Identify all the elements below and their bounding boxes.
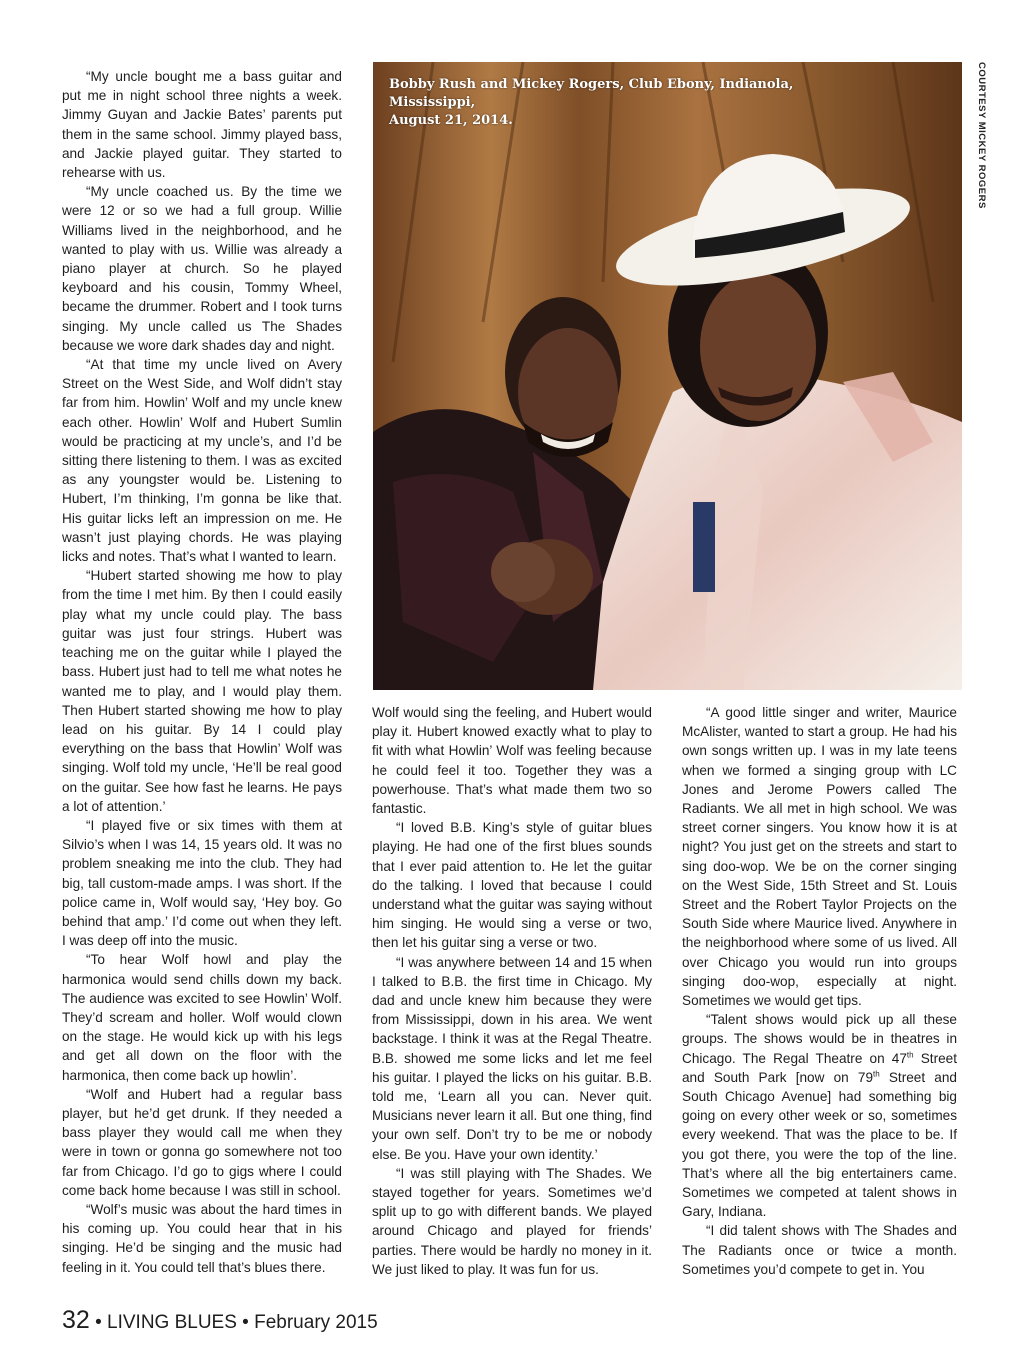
paragraph: “My uncle bought me a bass guitar and put me in night school three nights a week. Jimmy Guyan and Jackie Bates’ parents put them in the same school. Jimmy played bass, and Jackie played guitar. They started to rehearse with us. bbox=[62, 69, 342, 181]
paragraph: “A good little singer and writer, Maurice McAlister, wanted to start a group. He had his own songs written up. I was in my late teens when we formed a singing group with LC Jones and Jerome Powers called The Radiants. We all met in high school. We was street corner singers. You know how it is at night? You just get on the streets and start to sing doo-wop. We be on the corner singing on the West Side, 15th Street and St. Louis Street and the Robert Taylor Projects on the South Side where Maurice lived. Anywhere in the neighborhood where some of us lived. All over Chicago you would run into groups singing doo-wop, especially at night. Sometimes we would get tips. bbox=[682, 705, 957, 1009]
paragraph: “My uncle coached us. By the time we were 12 or so we had a full group. Willie Williams lived in the neighborhood, and he wanted to play with us. Willie was already a piano player at church. So he played keyboard and his cousin, Tommy Wheel, became the drummer. Robert and I took turns singing. My uncle called us The Shades because we wore dark shades day and night. bbox=[62, 184, 342, 353]
photo-illustration bbox=[373, 62, 962, 690]
paragraph: “I was anywhere between 14 and 15 when I talked to B.B. the first time in Chicago. My dad and uncle knew him because they were from Mississippi, down in his area. We went backstage. I think it was at the Regal Theatre. B.B. showed me some licks and let me feel his guitar. I played the licks on his guitar. B.B. told me, ‘Learn all you can. Never quit. Musicians never learn it all. But one thing, find your own self. Don’t try to be me or nobody else. Be you. Have your own identity.’ bbox=[372, 954, 652, 1162]
paragraph: “I loved B.B. King’s style of guitar blues playing. He had one of the first blues sounds that I ever paid attention to. He let the guitar do the talking. I loved that because I could understand what the guitar was saying without him singing. He would sing a verse or two, then let his guitar sing a verse or two. bbox=[372, 820, 652, 951]
page-footer bbox=[62, 1306, 378, 1335]
text-run: Street and South Chicago Avenue] had something big going on every other week or so, sometimes every weekend. That was the place to be. If you got there, you were the top of the line. That’s where all the big entertainers came. Sometimes we competed at talent shows in Gary, Indiana. bbox=[682, 1069, 957, 1220]
article-column-1 bbox=[62, 67, 342, 1277]
article-column-3 bbox=[682, 703, 957, 1279]
article-column-2 bbox=[372, 703, 652, 1279]
photo-caption bbox=[389, 76, 869, 130]
paragraph bbox=[682, 1010, 957, 1221]
paragraph: “Wolf and Hubert had a regular bass player, but he’d get drunk. If they needed a bass player they would call me when they were in town or gonna go somewhere not too far from Chicago. I’d go to gigs where I could come back home because I was still in school. bbox=[62, 1086, 342, 1198]
article-photo bbox=[373, 62, 962, 690]
text-run: “Talent shows would pick up all these groups. The shows would be in theatres in Chicago. The Regal Theatre on 47 bbox=[682, 1012, 957, 1066]
paragraph: “Wolf’s music was about the hard times in his coming up. You could hear that in his singing. He’d be singing and the music had feeling in it. You could tell that’s blues there. bbox=[62, 1201, 342, 1275]
paragraph: “To hear Wolf howl and play the harmonica would send chills down my back. The audience was excited to see Howlin’ Wolf. They’d scream and holler. Wolf would clown on the stage. He would kick up with his legs and get all down on the floor with the harmonica, then come back up howlin’. bbox=[62, 952, 342, 1083]
superscript: th bbox=[873, 1069, 880, 1079]
superscript: th bbox=[906, 1050, 914, 1060]
photo-credit-text: COURTESY MICKEY ROGERS bbox=[976, 62, 987, 209]
text-run: Street and South Park [now on 79 bbox=[682, 1050, 958, 1085]
paragraph: “I played five or six times with them at Silvio’s when I was 14, 15 years old. It was no problem sneaking me into the club. They had big, tall custom-made amps. I was short. If the police came in, Wolf would say, ‘Hey boy. Go behind that amp.’ I’d come out when they left. I was deep off into the music. bbox=[62, 817, 342, 949]
paragraph: Wolf would sing the feeling, and Hubert would play it. Hubert knowed exactly what to play to fit with what Howlin’ Wolf was feeling because he could feel it too. Together they was a powerhouse. That’s what made them two so fantastic. bbox=[372, 705, 652, 817]
paragraph: “Hubert started showing me how to play from the time I met him. By then I could easily play what my uncle could play. The bass guitar was just four strings. Hubert was teaching me on the guitar while I played the bass. Hubert just had to tell me what notes he wanted me to play, and I would play them. Then Hubert started showing me how to play lead on his guitar. By 14 I could play everything on the bass that Howlin’ Wolf was singing. Wolf told my uncle, ‘He’ll be real good on the guitar. See how fast he learns. He pays a lot of attention.’ bbox=[62, 568, 342, 814]
paragraph: “At that time my uncle lived on Avery Street on the West Side, and Wolf didn’t stay far from him. Howlin’ Wolf and my uncle knew each other. Howlin’ Wolf and Hubert Sumlin would be practicing at my uncle’s, and I’d be sitting there listening to them. I was as excited as any youngster would be. Listening to Hubert, I’m thinking, I’m gonna be like that. His guitar licks left an impression on me. He wasn’t just playing chords. He was playing licks and notes. That’s what I wanted to learn. bbox=[62, 357, 342, 565]
photo-credit bbox=[975, 62, 989, 262]
paragraph: “I was still playing with The Shades. We stayed together for years. Sometimes we’d split up to go with different bands. We played around Chicago and played for friends’ parties. There would be hardly no money in it. We just liked to play. It was fun for us. bbox=[372, 1165, 652, 1277]
photo-caption-line: August 21, 2014. bbox=[389, 113, 513, 128]
paragraph: “I did talent shows with The Shades and The Radiants once or twice a month. Sometimes you’d compete to get in. You bbox=[682, 1223, 957, 1277]
photo-caption-line: Bobby Rush and Mickey Rogers, Club Ebony, Indianola, Mississippi, bbox=[389, 77, 794, 110]
page-number: 32 bbox=[62, 1306, 90, 1334]
footer-publication: • LIVING BLUES • February 2015 bbox=[89, 1312, 378, 1333]
